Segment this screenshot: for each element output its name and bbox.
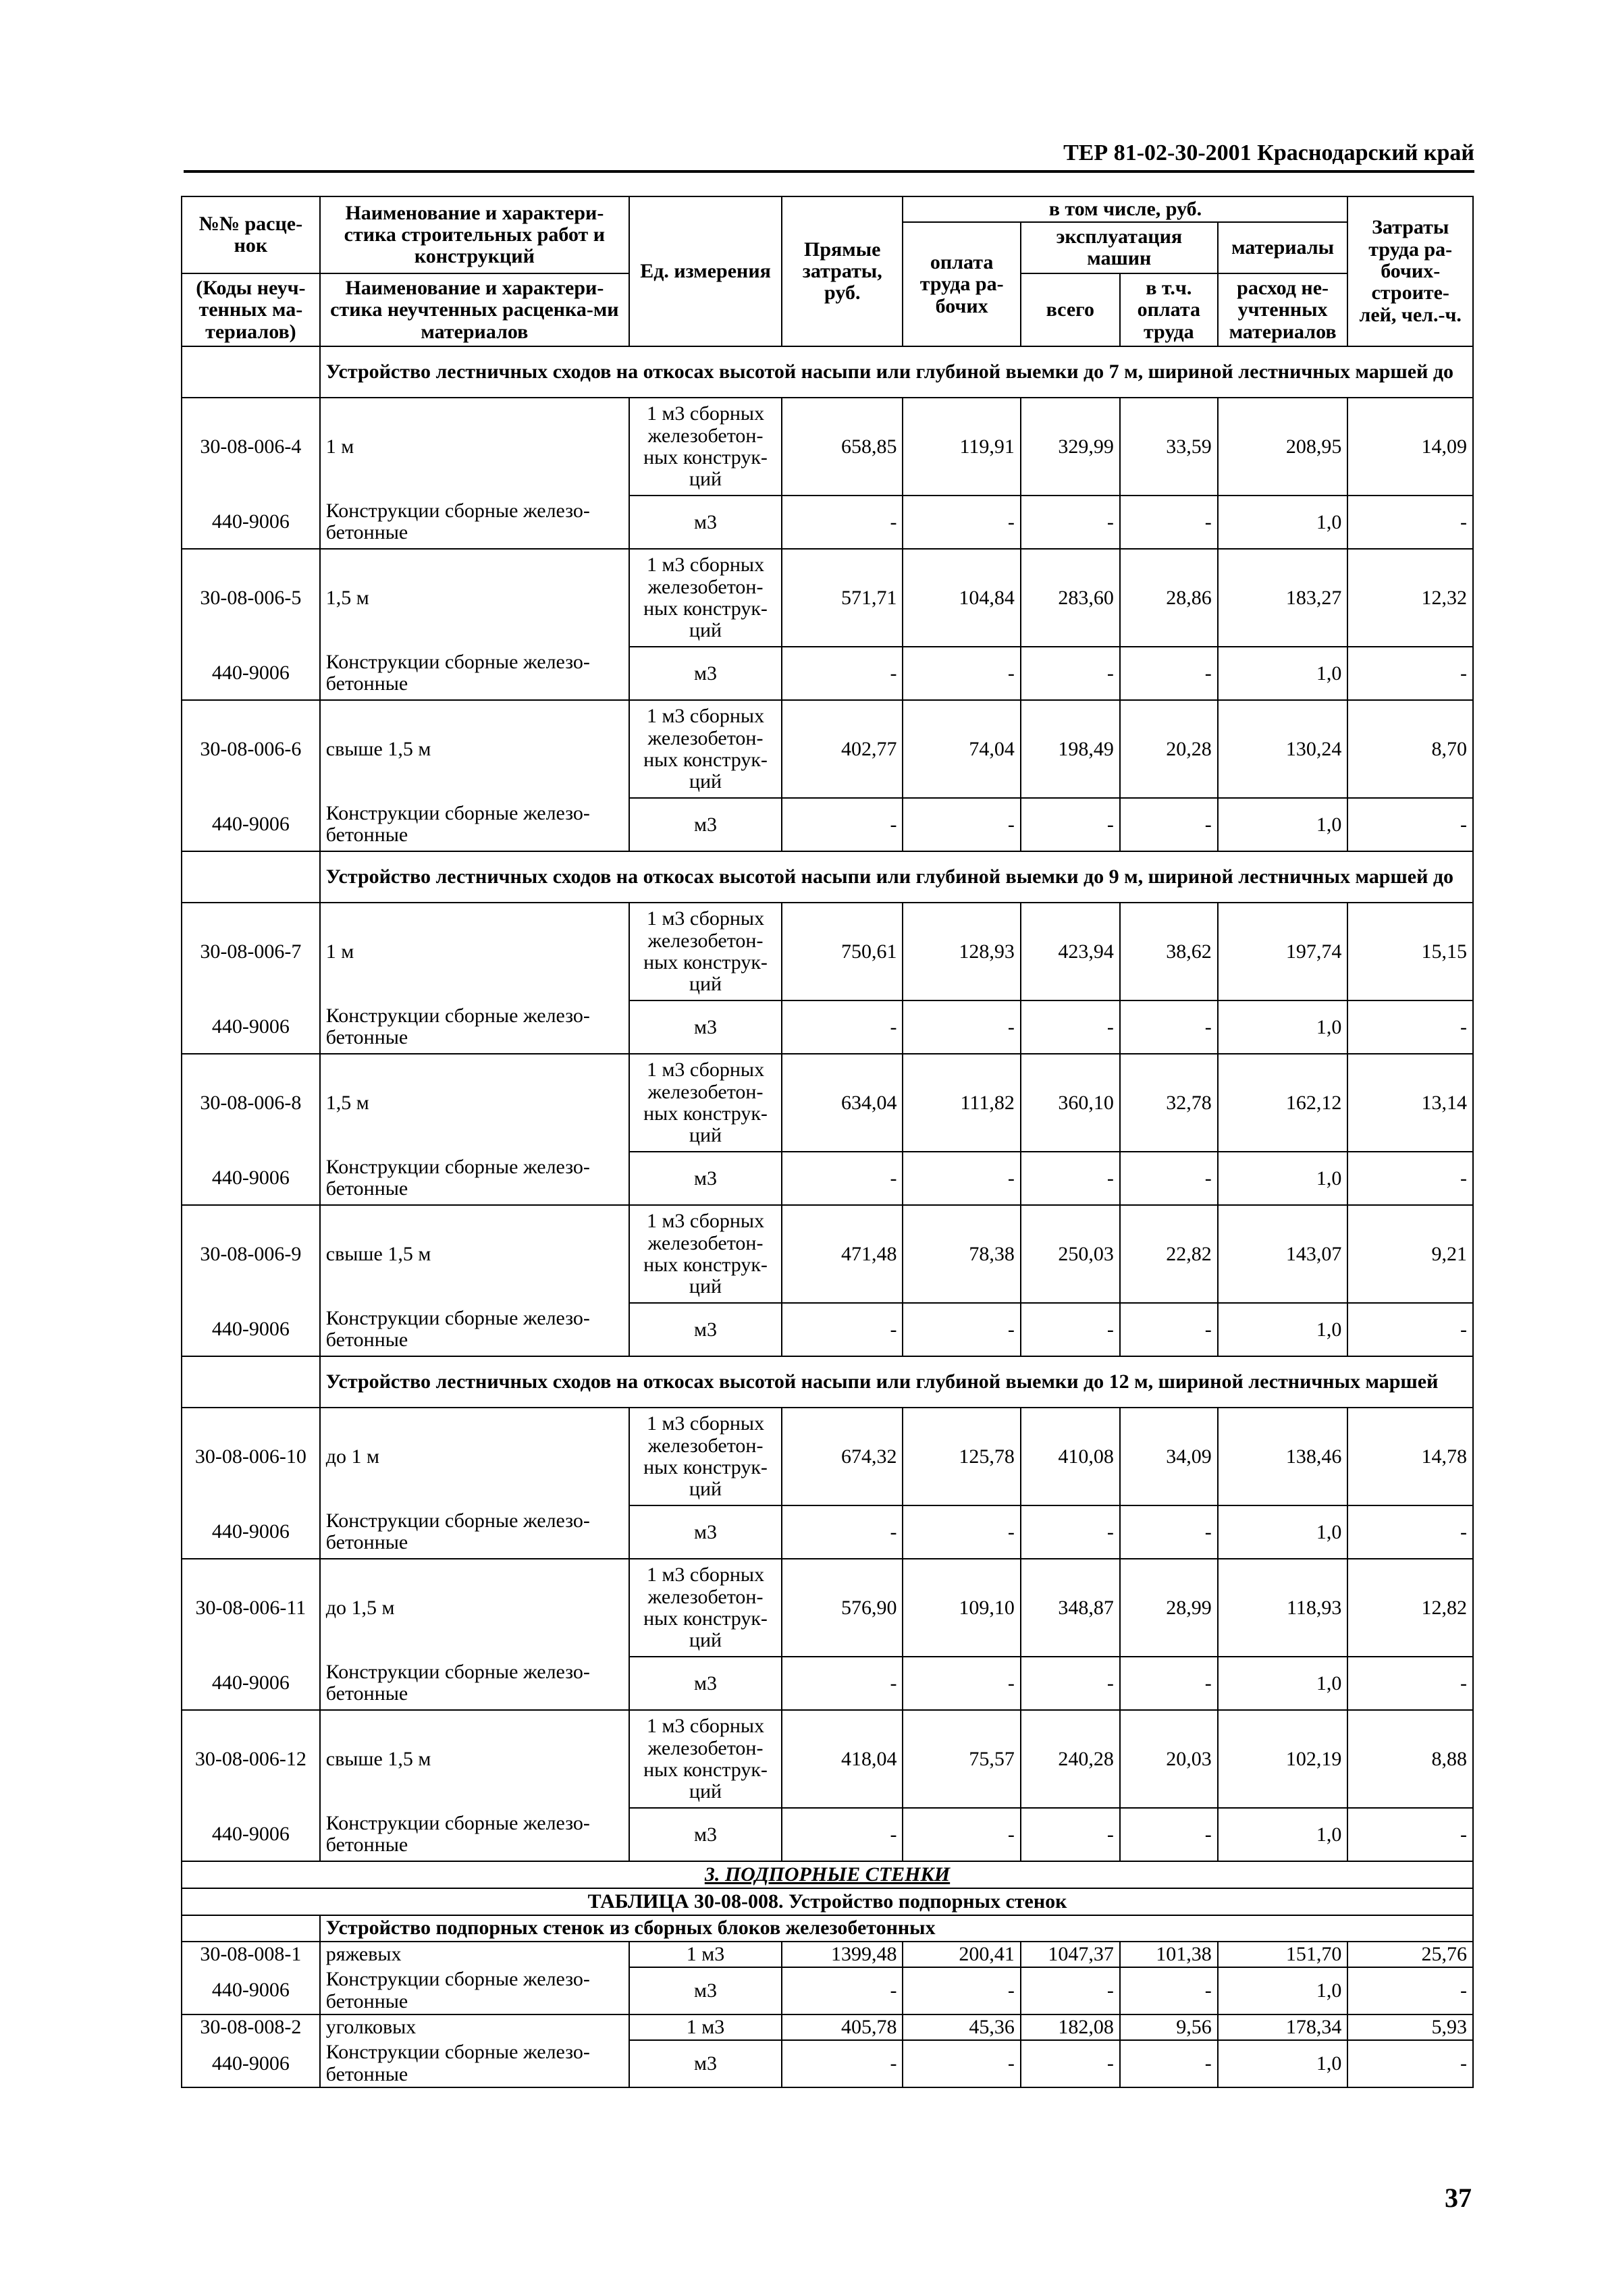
rate-machines-total: 423,94 bbox=[1021, 903, 1120, 1000]
section-title-row bbox=[182, 1861, 1473, 1888]
rate-code: 30-08-006-7 bbox=[182, 903, 320, 1000]
material-labor-cost: - bbox=[1347, 1303, 1473, 1356]
rate-name: до 1 м bbox=[320, 1408, 629, 1505]
rate-machines-labor: 20,28 bbox=[1120, 700, 1218, 798]
material-direct-cost: - bbox=[782, 2040, 903, 2087]
material-consumption: 1,0 bbox=[1218, 2040, 1348, 2087]
col-code-header: №№ расце-нок bbox=[182, 196, 320, 273]
col-mach-total-header: всего bbox=[1021, 273, 1120, 346]
material-direct-cost: - bbox=[782, 1808, 903, 1861]
rate-labor-pay: 200,41 bbox=[903, 1942, 1020, 1967]
rate-materials: 143,07 bbox=[1218, 1205, 1348, 1303]
table-title: ТАБЛИЦА 30-08-008. Устройство подпорных стенок bbox=[182, 1888, 1473, 1915]
material-machines-total: - bbox=[1021, 798, 1120, 851]
col-materials-header: материалы bbox=[1218, 222, 1348, 273]
rate-unit: 1 м3 сборных железобетон-ных конструк-ций bbox=[629, 1559, 782, 1657]
material-consumption: 1,0 bbox=[1218, 798, 1348, 851]
group-heading-row bbox=[182, 1356, 1473, 1408]
rate-code: 30-08-006-11 bbox=[182, 1559, 320, 1657]
rate-labor-cost: 14,78 bbox=[1347, 1408, 1473, 1505]
rate-machines-total: 329,99 bbox=[1021, 398, 1120, 496]
material-name: Конструкции сборные железо-бетонные bbox=[320, 1657, 629, 1710]
rate-code: 30-08-006-9 bbox=[182, 1205, 320, 1303]
rate-row bbox=[182, 1942, 1473, 1967]
material-code: 440-9006 bbox=[182, 1303, 320, 1356]
rate-code: 30-08-006-8 bbox=[182, 1054, 320, 1152]
material-name: Конструкции сборные железо-бетонные bbox=[320, 798, 629, 851]
rate-row bbox=[182, 700, 1473, 798]
col-code2-header: (Коды неуч-тенных ма-териалов) bbox=[182, 273, 320, 346]
rate-labor-cost: 5,93 bbox=[1347, 2014, 1473, 2040]
rate-row bbox=[182, 549, 1473, 647]
material-unit: м3 bbox=[629, 496, 782, 549]
rate-name: уголковых bbox=[320, 2014, 629, 2040]
rate-direct-cost: 634,04 bbox=[782, 1054, 903, 1152]
rate-machines-labor: 38,62 bbox=[1120, 903, 1218, 1000]
material-code: 440-9006 bbox=[182, 1657, 320, 1710]
rate-machines-labor: 33,59 bbox=[1120, 398, 1218, 496]
rate-direct-cost: 674,32 bbox=[782, 1408, 903, 1505]
header-row-1 bbox=[182, 196, 1473, 222]
rate-unit: 1 м3 сборных железобетон-ных конструк-ций bbox=[629, 1710, 782, 1808]
material-machines-labor: - bbox=[1120, 496, 1218, 549]
rate-name: 1 м bbox=[320, 903, 629, 1000]
material-unit: м3 bbox=[629, 2040, 782, 2087]
rate-name: свыше 1,5 м bbox=[320, 1710, 629, 1808]
group-heading: Устройство лестничных сходов на откосах высотой насыпи или глубиной выемки до 7 м, шириной лестничных маршей до bbox=[320, 346, 1473, 398]
rate-machines-total: 348,87 bbox=[1021, 1559, 1120, 1657]
material-labor-pay: - bbox=[903, 496, 1020, 549]
rate-name: свыше 1,5 м bbox=[320, 1205, 629, 1303]
material-direct-cost: - bbox=[782, 798, 903, 851]
material-machines-labor: - bbox=[1120, 1808, 1218, 1861]
rate-labor-pay: 128,93 bbox=[903, 903, 1020, 1000]
rate-labor-pay: 125,78 bbox=[903, 1408, 1020, 1505]
rate-direct-cost: 658,85 bbox=[782, 398, 903, 496]
material-name: Конструкции сборные железо-бетонные bbox=[320, 1000, 629, 1054]
col-materials2-header: расход не-учтенных материалов bbox=[1218, 273, 1348, 346]
material-consumption: 1,0 bbox=[1218, 496, 1348, 549]
material-consumption: 1,0 bbox=[1218, 1967, 1348, 2014]
rate-row bbox=[182, 1408, 1473, 1505]
material-labor-cost: - bbox=[1347, 1505, 1473, 1559]
rate-labor-pay: 111,82 bbox=[903, 1054, 1020, 1152]
page-number: 37 bbox=[1445, 2183, 1472, 2213]
rate-labor-cost: 12,82 bbox=[1347, 1559, 1473, 1657]
rate-materials: 197,74 bbox=[1218, 903, 1348, 1000]
group-heading-spacer bbox=[182, 346, 320, 398]
material-labor-pay: - bbox=[903, 1808, 1020, 1861]
material-direct-cost: - bbox=[782, 647, 903, 700]
material-row bbox=[182, 1000, 1473, 1054]
rate-labor-pay: 119,91 bbox=[903, 398, 1020, 496]
material-code: 440-9006 bbox=[182, 1152, 320, 1205]
material-labor-pay: - bbox=[903, 798, 1020, 851]
material-name: Конструкции сборные железо-бетонные bbox=[320, 2040, 629, 2087]
material-machines-labor: - bbox=[1120, 1657, 1218, 1710]
rate-unit: 1 м3 сборных железобетон-ных конструк-ций bbox=[629, 549, 782, 647]
material-labor-pay: - bbox=[903, 1657, 1020, 1710]
rate-labor-pay: 104,84 bbox=[903, 549, 1020, 647]
rate-labor-pay: 78,38 bbox=[903, 1205, 1020, 1303]
material-machines-labor: - bbox=[1120, 2040, 1218, 2087]
rate-code: 30-08-006-10 bbox=[182, 1408, 320, 1505]
rate-machines-total: 198,49 bbox=[1021, 700, 1120, 798]
rate-direct-cost: 1399,48 bbox=[782, 1942, 903, 1967]
rate-row bbox=[182, 903, 1473, 1000]
section-title: 3. ПОДПОРНЫЕ СТЕНКИ bbox=[182, 1861, 1473, 1888]
material-machines-total: - bbox=[1021, 1657, 1120, 1710]
material-labor-cost: - bbox=[1347, 1152, 1473, 1205]
material-labor-cost: - bbox=[1347, 798, 1473, 851]
rate-machines-labor: 32,78 bbox=[1120, 1054, 1218, 1152]
material-direct-cost: - bbox=[782, 1505, 903, 1559]
rate-code: 30-08-006-6 bbox=[182, 700, 320, 798]
material-unit: м3 bbox=[629, 1967, 782, 2014]
rate-direct-cost: 471,48 bbox=[782, 1205, 903, 1303]
rate-row bbox=[182, 1710, 1473, 1808]
rate-materials: 162,12 bbox=[1218, 1054, 1348, 1152]
col-direct-header: Прямые затраты, руб. bbox=[782, 196, 903, 346]
material-code: 440-9006 bbox=[182, 647, 320, 700]
material-code: 440-9006 bbox=[182, 798, 320, 851]
document-title: ТЕР 81-02-30-2001 Краснодарский край bbox=[1063, 140, 1474, 165]
rate-row bbox=[182, 1559, 1473, 1657]
material-labor-pay: - bbox=[903, 1152, 1020, 1205]
material-machines-total: - bbox=[1021, 496, 1120, 549]
material-labor-cost: - bbox=[1347, 1808, 1473, 1861]
rate-name: ряжевых bbox=[320, 1942, 629, 1967]
material-direct-cost: - bbox=[782, 1152, 903, 1205]
col-unit-header: Ед. измерения bbox=[629, 196, 782, 346]
material-name: Конструкции сборные железо-бетонные bbox=[320, 1303, 629, 1356]
material-machines-labor: - bbox=[1120, 1152, 1218, 1205]
rate-labor-cost: 25,76 bbox=[1347, 1942, 1473, 1967]
col-mach-labor-header: в т.ч. оплата труда bbox=[1120, 273, 1218, 346]
rate-code: 30-08-008-1 bbox=[182, 1942, 320, 1967]
material-code: 440-9006 bbox=[182, 1000, 320, 1054]
rate-code: 30-08-006-12 bbox=[182, 1710, 320, 1808]
material-name: Конструкции сборные железо-бетонные bbox=[320, 1808, 629, 1861]
group-heading: Устройство подпорных стенок из сборных блоков железобетонных bbox=[320, 1915, 1473, 1941]
material-machines-labor: - bbox=[1120, 1505, 1218, 1559]
rate-materials: 138,46 bbox=[1218, 1408, 1348, 1505]
rate-code: 30-08-006-5 bbox=[182, 549, 320, 647]
rate-materials: 208,95 bbox=[1218, 398, 1348, 496]
material-unit: м3 bbox=[629, 798, 782, 851]
material-direct-cost: - bbox=[782, 1303, 903, 1356]
material-labor-cost: - bbox=[1347, 1000, 1473, 1054]
material-consumption: 1,0 bbox=[1218, 1303, 1348, 1356]
material-consumption: 1,0 bbox=[1218, 647, 1348, 700]
rate-unit: 1 м3 сборных железобетон-ных конструк-ций bbox=[629, 398, 782, 496]
col-name-header: Наименование и характери-стика строительных работ и конструкций bbox=[320, 196, 629, 273]
material-code: 440-9006 bbox=[182, 1967, 320, 2014]
rate-unit: 1 м3 сборных железобетон-ных конструк-ций bbox=[629, 1205, 782, 1303]
rate-machines-labor: 20,03 bbox=[1120, 1710, 1218, 1808]
material-row bbox=[182, 1152, 1473, 1205]
material-code: 440-9006 bbox=[182, 496, 320, 549]
material-code: 440-9006 bbox=[182, 1505, 320, 1559]
material-row bbox=[182, 647, 1473, 700]
material-name: Конструкции сборные железо-бетонные bbox=[320, 1152, 629, 1205]
rate-unit: 1 м3 сборных железобетон-ных конструк-ций bbox=[629, 903, 782, 1000]
page-header bbox=[184, 135, 1474, 173]
rate-row bbox=[182, 2014, 1473, 2040]
material-consumption: 1,0 bbox=[1218, 1657, 1348, 1710]
col-labor-cost-header: Затраты труда ра-бочих-строите-лей, чел.-ч. bbox=[1347, 196, 1473, 346]
group-heading: Устройство лестничных сходов на откосах высотой насыпи или глубиной выемки до 12 м, шириной лестничных маршей bbox=[320, 1356, 1473, 1408]
rate-labor-cost: 14,09 bbox=[1347, 398, 1473, 496]
material-row bbox=[182, 1505, 1473, 1559]
rate-labor-cost: 8,70 bbox=[1347, 700, 1473, 798]
rate-labor-pay: 74,04 bbox=[903, 700, 1020, 798]
material-direct-cost: - bbox=[782, 496, 903, 549]
material-labor-pay: - bbox=[903, 1303, 1020, 1356]
material-unit: м3 bbox=[629, 1000, 782, 1054]
material-direct-cost: - bbox=[782, 1000, 903, 1054]
rate-machines-labor: 101,38 bbox=[1120, 1942, 1218, 1967]
rate-machines-total: 360,10 bbox=[1021, 1054, 1120, 1152]
material-machines-total: - bbox=[1021, 1808, 1120, 1861]
col-machines-header: эксплуатация машин bbox=[1021, 222, 1218, 273]
rate-machines-total: 240,28 bbox=[1021, 1710, 1120, 1808]
material-code: 440-9006 bbox=[182, 2040, 320, 2087]
material-labor-cost: - bbox=[1347, 496, 1473, 549]
material-machines-labor: - bbox=[1120, 1000, 1218, 1054]
material-consumption: 1,0 bbox=[1218, 1000, 1348, 1054]
rate-unit: 1 м3 bbox=[629, 2014, 782, 2040]
material-labor-pay: - bbox=[903, 1000, 1020, 1054]
material-machines-labor: - bbox=[1120, 798, 1218, 851]
material-consumption: 1,0 bbox=[1218, 1505, 1348, 1559]
material-unit: м3 bbox=[629, 1808, 782, 1861]
rate-machines-labor: 28,99 bbox=[1120, 1559, 1218, 1657]
rate-row bbox=[182, 1205, 1473, 1303]
rate-materials: 102,19 bbox=[1218, 1710, 1348, 1808]
rate-row bbox=[182, 398, 1473, 496]
rate-labor-cost: 13,14 bbox=[1347, 1054, 1473, 1152]
material-row bbox=[182, 2040, 1473, 2087]
rate-machines-labor: 22,82 bbox=[1120, 1205, 1218, 1303]
material-direct-cost: - bbox=[782, 1967, 903, 2014]
table-title-row bbox=[182, 1888, 1473, 1915]
rate-materials: 130,24 bbox=[1218, 700, 1348, 798]
rate-direct-cost: 402,77 bbox=[782, 700, 903, 798]
material-direct-cost: - bbox=[782, 1657, 903, 1710]
material-machines-labor: - bbox=[1120, 1303, 1218, 1356]
material-machines-labor: - bbox=[1120, 1967, 1218, 2014]
rate-labor-pay: 109,10 bbox=[903, 1559, 1020, 1657]
material-machines-total: - bbox=[1021, 647, 1120, 700]
rate-unit: 1 м3 сборных железобетон-ных конструк-ций bbox=[629, 1408, 782, 1505]
rate-materials: 118,93 bbox=[1218, 1559, 1348, 1657]
rate-machines-total: 182,08 bbox=[1021, 2014, 1120, 2040]
material-unit: м3 bbox=[629, 647, 782, 700]
group-heading-spacer bbox=[182, 1356, 320, 1408]
col-name2-header: Наименование и характери-стика неучтенных расценка-ми материалов bbox=[320, 273, 629, 346]
material-name: Конструкции сборные железо-бетонные bbox=[320, 1967, 629, 2014]
material-labor-pay: - bbox=[903, 2040, 1020, 2087]
material-labor-cost: - bbox=[1347, 1967, 1473, 2014]
material-labor-cost: - bbox=[1347, 2040, 1473, 2087]
rate-code: 30-08-006-4 bbox=[182, 398, 320, 496]
rate-direct-cost: 418,04 bbox=[782, 1710, 903, 1808]
rate-direct-cost: 405,78 bbox=[782, 2014, 903, 2040]
rate-unit: 1 м3 bbox=[629, 1942, 782, 1967]
material-row bbox=[182, 1657, 1473, 1710]
rate-machines-labor: 9,56 bbox=[1120, 2014, 1218, 2040]
rate-name: 1,5 м bbox=[320, 1054, 629, 1152]
material-machines-total: - bbox=[1021, 2040, 1120, 2087]
rate-materials: 151,70 bbox=[1218, 1942, 1348, 1967]
rate-labor-cost: 8,88 bbox=[1347, 1710, 1473, 1808]
rate-machines-labor: 28,86 bbox=[1120, 549, 1218, 647]
material-code: 440-9006 bbox=[182, 1808, 320, 1861]
rate-machines-labor: 34,09 bbox=[1120, 1408, 1218, 1505]
rate-name: свыше 1,5 м bbox=[320, 700, 629, 798]
material-row bbox=[182, 1303, 1473, 1356]
material-machines-total: - bbox=[1021, 1967, 1120, 2014]
rate-unit: 1 м3 сборных железобетон-ных конструк-ций bbox=[629, 1054, 782, 1152]
group-heading: Устройство лестничных сходов на откосах высотой насыпи или глубиной выемки до 9 м, шириной лестничных маршей до bbox=[320, 851, 1473, 903]
material-row bbox=[182, 1808, 1473, 1861]
rate-direct-cost: 571,71 bbox=[782, 549, 903, 647]
rate-name: до 1,5 м bbox=[320, 1559, 629, 1657]
material-labor-cost: - bbox=[1347, 1657, 1473, 1710]
material-row bbox=[182, 496, 1473, 549]
group-heading-row bbox=[182, 851, 1473, 903]
rate-machines-total: 410,08 bbox=[1021, 1408, 1120, 1505]
material-unit: м3 bbox=[629, 1152, 782, 1205]
col-incl-header: в том числе, руб. bbox=[903, 196, 1347, 222]
group-heading-row bbox=[182, 346, 1473, 398]
material-machines-total: - bbox=[1021, 1000, 1120, 1054]
col-labor-pay-header: оплата труда ра-бочих bbox=[903, 222, 1020, 346]
material-labor-pay: - bbox=[903, 647, 1020, 700]
rate-materials: 183,27 bbox=[1218, 549, 1348, 647]
rate-labor-pay: 45,36 bbox=[903, 2014, 1020, 2040]
material-unit: м3 bbox=[629, 1657, 782, 1710]
rate-direct-cost: 576,90 bbox=[782, 1559, 903, 1657]
material-machines-total: - bbox=[1021, 1303, 1120, 1356]
group-heading-row bbox=[182, 1915, 1473, 1941]
material-name: Конструкции сборные железо-бетонные bbox=[320, 496, 629, 549]
rate-name: 1 м bbox=[320, 398, 629, 496]
rate-machines-total: 1047,37 bbox=[1021, 1942, 1120, 1967]
material-unit: м3 bbox=[629, 1303, 782, 1356]
material-name: Конструкции сборные железо-бетонные bbox=[320, 1505, 629, 1559]
rate-row bbox=[182, 1054, 1473, 1152]
rate-machines-total: 283,60 bbox=[1021, 549, 1120, 647]
rate-name: 1,5 м bbox=[320, 549, 629, 647]
material-unit: м3 bbox=[629, 1505, 782, 1559]
material-labor-pay: - bbox=[903, 1505, 1020, 1559]
rate-labor-cost: 9,21 bbox=[1347, 1205, 1473, 1303]
rate-labor-pay: 75,57 bbox=[903, 1710, 1020, 1808]
material-machines-total: - bbox=[1021, 1505, 1120, 1559]
rate-code: 30-08-008-2 bbox=[182, 2014, 320, 2040]
group-heading-spacer bbox=[182, 1915, 320, 1941]
material-row bbox=[182, 798, 1473, 851]
material-machines-total: - bbox=[1021, 1152, 1120, 1205]
rate-materials: 178,34 bbox=[1218, 2014, 1348, 2040]
group-heading-spacer bbox=[182, 851, 320, 903]
material-labor-pay: - bbox=[903, 1967, 1020, 2014]
material-machines-labor: - bbox=[1120, 647, 1218, 700]
rate-machines-total: 250,03 bbox=[1021, 1205, 1120, 1303]
rate-unit: 1 м3 сборных железобетон-ных конструк-ций bbox=[629, 700, 782, 798]
rate-direct-cost: 750,61 bbox=[782, 903, 903, 1000]
material-consumption: 1,0 bbox=[1218, 1152, 1348, 1205]
material-consumption: 1,0 bbox=[1218, 1808, 1348, 1861]
material-labor-cost: - bbox=[1347, 647, 1473, 700]
rates-table bbox=[181, 196, 1474, 2088]
rate-labor-cost: 15,15 bbox=[1347, 903, 1473, 1000]
material-row bbox=[182, 1967, 1473, 2014]
material-name: Конструкции сборные железо-бетонные bbox=[320, 647, 629, 700]
rate-labor-cost: 12,32 bbox=[1347, 549, 1473, 647]
